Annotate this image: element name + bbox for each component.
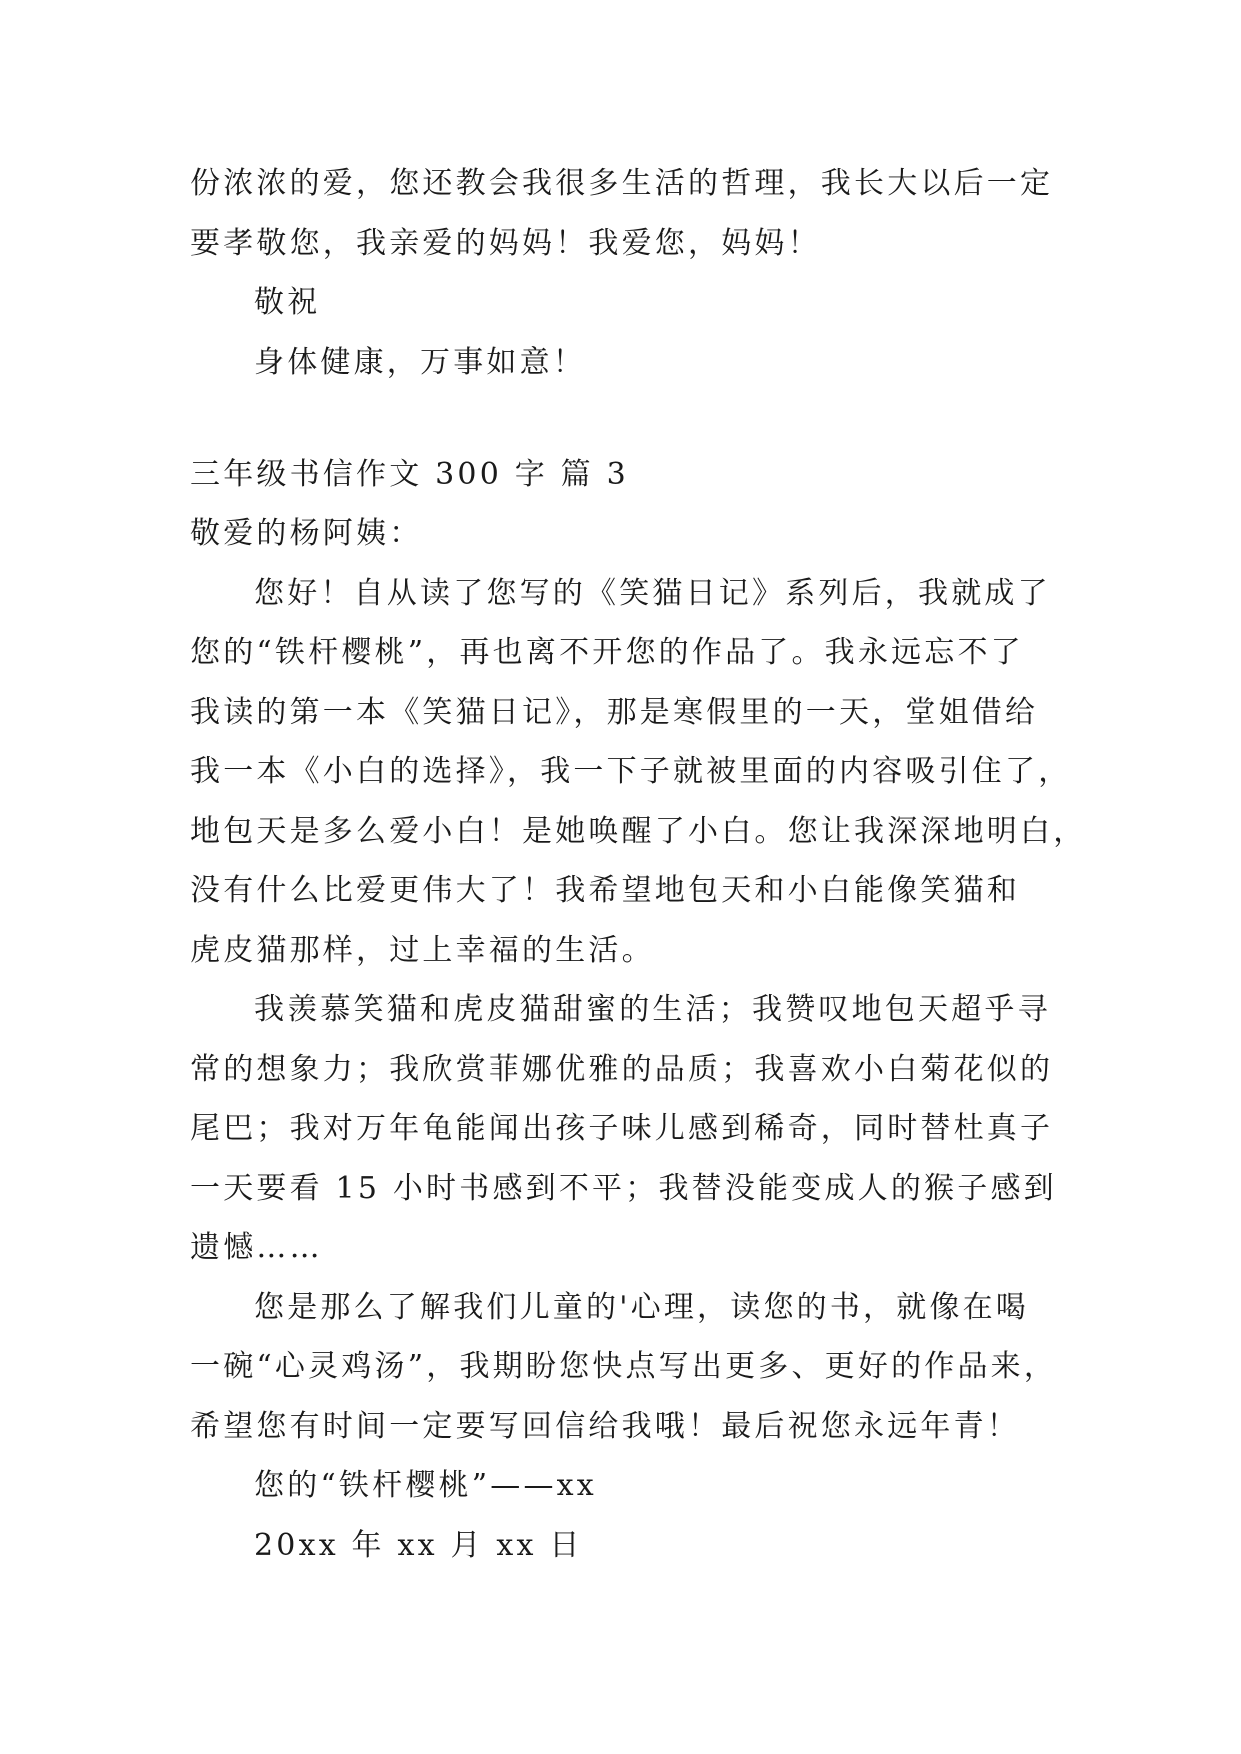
paragraph-line: 要孝敬您，我亲爱的妈妈！我爱您，妈妈！ (190, 226, 821, 261)
wish-line: 身体健康，万事如意！ (254, 345, 586, 380)
paragraph-line: 一碗“心灵鸡汤”，我期盼您快点写出更多、更好的作品来， (190, 1349, 1058, 1384)
paragraph-line: 我羡慕笑猫和虎皮猫甜蜜的生活；我赞叹地包天超乎寻 (254, 992, 1051, 1027)
salutation: 敬爱的杨阿姨： (190, 516, 423, 551)
paragraph-line: 没有什么比爱更伟大了！我希望地包天和小白能像笑猫和 (190, 873, 1020, 908)
paragraph-line: 常的想象力；我欣赏菲娜优雅的品质；我喜欢小白菊花似的 (190, 1052, 1054, 1087)
paragraph-line: 尾巴；我对万年龟能闻出孩子味儿感到稀奇，同时替杜真子 (190, 1111, 1054, 1146)
paragraph-line: 您是那么了解我们儿童的'心理，读您的书，就像在喝 (254, 1290, 1030, 1325)
paragraph-line: 一天要看 15 小时书感到不平；我替没能变成人的猴子感到 (190, 1171, 1057, 1206)
paragraph-line: 您好！自从读了您写的《笑猫日记》系列后，我就成了 (254, 576, 1051, 611)
paragraph-line: 地包天是多么爱小白！是她唤醒了小白。您让我深深地明白， (190, 814, 1087, 849)
date: 20xx 年 xx 月 xx 日 (254, 1528, 583, 1563)
section-heading: 三年级书信作文 300 字 篇 3 (190, 457, 629, 492)
paragraph-line: 我读的第一本《笑猫日记》，那是寒假里的一天，堂姐借给 (190, 695, 1039, 730)
paragraph-line: 您的“铁杆樱桃”，再也离不开您的作品了。我永远忘不了 (190, 635, 1024, 670)
paragraph-line: 希望您有时间一定要写回信给我哦！最后祝您永远年青！ (190, 1409, 1020, 1444)
paragraph-line: 虎皮猫那样，过上幸福的生活。 (190, 933, 655, 968)
paragraph-line: 份浓浓的爱，您还教会我很多生活的哲理，我长大以后一定 (190, 166, 1054, 201)
signature: 您的“铁杆樱桃”——xx (254, 1468, 597, 1503)
closing-line: 敬祝 (254, 285, 321, 320)
paragraph-line: 遗憾…… (190, 1230, 323, 1265)
paragraph-line: 我一本《小白的选择》，我一下子就被里面的内容吸引住了， (190, 754, 1072, 789)
